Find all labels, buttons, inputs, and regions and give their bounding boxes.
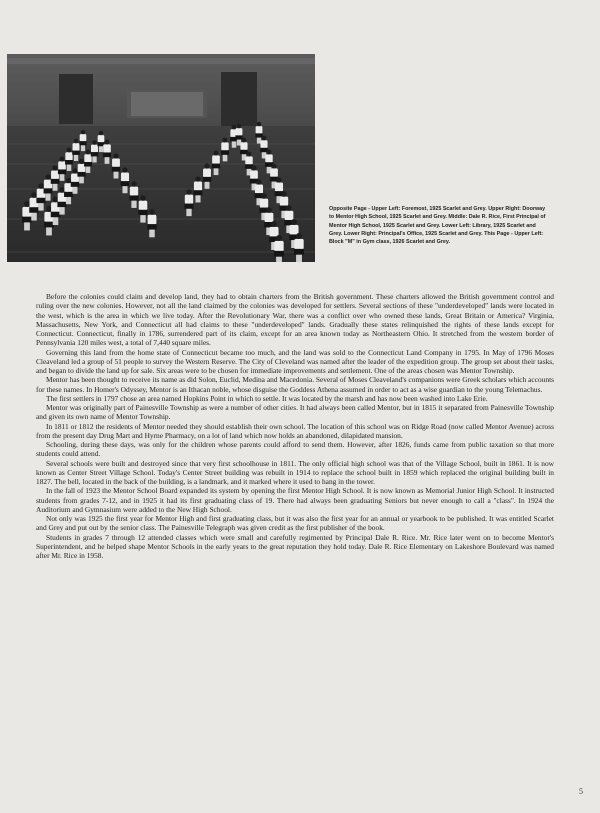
paragraph: Governing this land from the home state of Connecticut became too much, and the land was sold to the Connecticut Land Company in 1795. In May of 1796 Moses Cleaveland led a group of 51 people to survey the Western Reserve. The City of Cleveland was named after the leader of the expedition group. The group set about their tasks, and began to divide the land up for sale. Six areas were to be chosen for immediate improvements and settlement. One of the areas chosen was Mentor Township. <box>36 347 554 375</box>
page-number: 5 <box>579 787 583 796</box>
paragraph: Several schools were built and destroyed since that very first schoolhouse in 1811. The only official high school was that of the Village School, built in 1861. It is now known as Center Street Village School. Today's Center Street building was rebuilt in 1914 to replace the school built in 1859 which replaced the original building built in 1827. The bell, located in the back of the building, is a landmark, and it marked where it used to hang in the tower. <box>36 458 554 486</box>
paragraph: In 1811 or 1812 the residents of Mentor needed they should establish their own school. The location of this school was on Ridge Road (now called Mentor Avenue) across from the present day Drug Mart and Hyrne Pharmacy, on a lot of land which now holds an abandoned, dilapidated mansion. <box>36 421 554 440</box>
article-body <box>36 292 554 560</box>
gym-class-photo-illustration <box>7 54 315 262</box>
paragraph: The first settlers in 1797 chose an area named Hopkins Point in which to settle. It was located by the marsh and has now been washed into Lake Erie. <box>46 393 488 403</box>
paragraph: Schooling, during these days, was only for the children whose parents could afford to send them. However, after 1826, funds came from public taxation so that more students could attend. <box>36 440 554 459</box>
gym-class-photo <box>7 54 315 262</box>
photo-caption: Opposite Page - Upper Left: Foremost, 1925 Scarlet and Grey. Upper Right: Doorway to Mentor High School, 1925 Scarlet and Grey. Middle: Dale R. Rice, First Principal of Mentor High School, 1925 Scarlet and Grey. Lower Left: Library, 1925 Scarlet and Grey. Lower Right: Principal's Office, 1925 Scarlet and Grey. This Page - Upper Left: Block "M" in Gym class, 1926 Scarlet and Grey. <box>329 206 546 246</box>
paragraph: Not only was 1925 the first year for Mentor High and first graduating class, but it was also the first year for an annual or yearbook to be published. It was entitled Scarlet and Grey and put out by the senior class. The Painesville Telegraph was given credit as the first publisher of the book. <box>36 514 554 533</box>
paragraph: In the fall of 1923 the Mentor School Board expanded its system by opening the first Mentor High School. It is now known as Memorial Junior High School. It instructed students from grades 7-12, and in 1925 it had its first graduating class of 19. There had always been graduating Seniors but never enough to call a "class". In 1924 the Auditorium and Gymnasium were added to the New High School. <box>36 486 554 514</box>
paragraph: Mentor has been thought to receive its name as did Solon, Euclid, Medina and Macedonia. Several of Moses Cleaveland's companions were Greek scholars which accounts for these names. In Homer's Odyssey, Mentor is an Ithacan noble, whose disguise the Goddess Athena assumed in order to act as a wise guardian to the young Telemachus. <box>36 375 554 394</box>
paragraph: Before the colonies could claim and develop land, they had to obtain charters from the British government. These charters allowed the British government control and ruling over the new colonies. However, not all the land claimed by the colonies was developed for settlers. Several sections of these "underdeveloped" lands were located in the west, which is the area in which we live today. After the Revolutionary War, there was a conflict over who owned these lands, Great Britain or America? Virginia, Massachusetts, New York, and Connecticut all had claims to these "underdeveloped" lands. Gradually these states relinquished the rights of these lands except for Connecticut. Connecticut, finally in 1786, surrendered part of its claim, except for an area known today as Northeastern Ohio. It stretched from the western border of Pennsylvania 120 miles west, a total of 7,440 square miles. <box>36 292 554 348</box>
paragraph: Students in grades 7 through 12 attended classes which were small and carefully regimented by Principal Dale R. Rice. Mr. Rice later went on to become Mentor's Superintendent, and he helped shape Mentor Schools in the early years to the great reputation they hold today. Dale R. Rice Elementary on Lakeshore Boulevard was named after Mr. Rice in 1958. <box>36 532 554 560</box>
paragraph: Mentor was originally part of Painesville Township as were a number of other cities. It had always been called Mentor, but in 1815 it separated from Painesville Township and given its own name of Mentor Township. <box>36 403 554 422</box>
